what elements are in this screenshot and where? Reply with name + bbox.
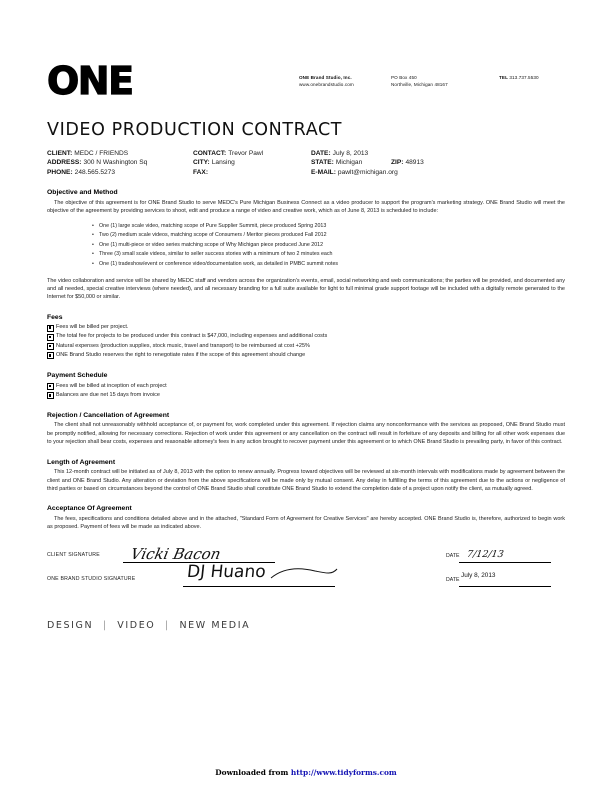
letterhead-tel-label: TEL: [499, 75, 508, 80]
one-brand-logo: ONE: [47, 59, 133, 103]
fees-item-text: The total fee for projects to be produced under this contract is $47,000, including expenses and additional costs: [56, 333, 328, 340]
fax-field: [193, 168, 311, 177]
signature-rows: [47, 544, 565, 574]
zip-value: 48913: [405, 159, 424, 167]
download-watermark: [0, 768, 612, 777]
payment-checkbox-list: [47, 382, 565, 400]
party-row-2: [47, 158, 565, 167]
fees-item-text: Natural expenses (production supplies, stock music, travel and transport) to be reimbursed at cost +25%: [56, 342, 310, 349]
letterhead-city-state-zip: Northville, Michigan 48167: [391, 81, 448, 87]
studio-signature-label: ONE BRAND STUDIO SIGNATURE: [47, 575, 136, 582]
watermark-url[interactable]: http://www.tidyforms.com: [290, 768, 397, 777]
list-item: • Two (2) medium scale videos, matching scope of Consumers / Meritor pieces produced Fall 2012: [99, 231, 565, 241]
address-field: [47, 158, 193, 167]
client-date-handwriting: 7/12/13: [466, 548, 505, 560]
zip-field: [391, 158, 424, 167]
payment-item-text: Fees will be billed at inception of each project: [56, 382, 167, 389]
list-item: [47, 391, 565, 400]
letterhead-contact-info: [299, 75, 565, 88]
checkbox-checked-icon[interactable]: [47, 325, 54, 332]
date-field: [311, 149, 419, 158]
checkbox-checked-icon[interactable]: [47, 392, 54, 399]
studio-signature-line[interactable]: [183, 586, 335, 587]
client-label: CLIENT:: [47, 150, 73, 157]
signature-block: [47, 544, 565, 604]
contract-sheet: [47, 59, 565, 631]
tagline-new-media: NEW MEDIA: [179, 619, 251, 631]
section-acceptance-of-agreement: [47, 504, 565, 531]
tagline-design: DESIGN: [47, 619, 94, 631]
city-field: [193, 158, 311, 167]
studio-signature-handwriting: DJ Huano: [185, 561, 267, 582]
date-line-2[interactable]: [459, 586, 551, 587]
party-information-block: [47, 149, 565, 177]
letterhead-address-column: [391, 75, 499, 88]
city-label: CITY:: [193, 159, 210, 167]
tagline-video: VIDEO: [117, 619, 156, 631]
address-label: ADDRESS:: [47, 159, 82, 167]
address-value: 300 N Washington Sq: [83, 159, 148, 167]
contact-value: Trevor Pawl: [228, 150, 264, 157]
date-label-2: DATE: [446, 576, 460, 583]
letterhead-website: www.onebrandstudio.com: [299, 81, 354, 87]
length-body: This 12-month contract will be initiated as of July 8, 2013 with the option to renew annually. Progress toward objectives will be reviewed at six-month intervals with modifications made by agreement between the client and ONE Brand Studio. Any alteration or deviation from the above specifications will be made only by mutual consent. Any delay in fulfilling the terms of this agreement due to the actions or negligence of third parties or based on circumstances beyond the control of ONE Brand Studio shall constitute ONE Brand Studio to extend the completion date of a project upon notify the client, as mutually agreed.: [47, 469, 565, 492]
fees-item-text: ONE Brand Studio reserves the right to renegotiate rates if the scope of this agreement should change: [56, 351, 306, 358]
city-value: Lansing: [211, 159, 235, 167]
section-objective-and-method: [47, 188, 565, 302]
date-value: July 8, 2013: [332, 150, 369, 157]
letterhead-phone-column: [499, 75, 565, 88]
contact-label: CONTACT:: [193, 150, 227, 157]
fax-label: FAX:: [193, 168, 209, 176]
checkbox-checked-icon[interactable]: [47, 343, 54, 350]
length-heading: Length of Agreement: [47, 458, 116, 466]
objective-closing-paragraph: The video collaboration and service will be shared by MEDC staff and vendors across the organization's events, email, social networking and web communications; the parties will be provided, and documented any and all needed, special creative interviews (where needed), and all necessary branding for a full suite available for light to full minimal grade support footage will be included with a digitally remote generated to the Internet for $50,000 or similar.: [47, 277, 565, 301]
list-item: • One (1) tradeshow/event or conference video/documentation work, as detailed in PMBC summit notes: [99, 260, 565, 270]
date-line-1[interactable]: [459, 562, 551, 563]
acceptance-body: The fees, specifications and conditions detailed above and in the attached, "Standard Form of Agreement for Creative Services" are hereby accepted. ONE Brand Studio is, therefore, authorized to begin work as proposed. Payment of fees will be made as indicated above.: [47, 515, 565, 531]
watermark-prefix: Downloaded from: [215, 768, 291, 777]
list-item: [47, 351, 565, 360]
section-fees: [47, 313, 565, 360]
list-item: [47, 342, 565, 351]
phone-label: PHONE:: [47, 168, 73, 176]
payment-item-text: Balances are due net 15 days from invoice: [56, 391, 160, 398]
section-rejection-cancellation: [47, 411, 565, 447]
list-item: [47, 332, 565, 341]
client-signature-handwriting: Vicki Bacon: [129, 544, 223, 563]
checkbox-checked-icon[interactable]: [47, 383, 54, 390]
list-item: • One (1) multi-piece or video series matching scope of Why Michigan piece produced June 2012: [99, 241, 565, 251]
email-value: pawlt@michigan.org: [337, 168, 398, 176]
letterhead-company-name: ONE Brand Studio, Inc.: [299, 75, 352, 80]
fees-item-text: Fees will be billed per project.: [56, 324, 129, 331]
contact-field: [193, 149, 311, 158]
email-field: [311, 168, 419, 177]
state-field: [311, 158, 391, 167]
phone-field: [47, 168, 193, 177]
studio-signature-row: [47, 561, 565, 604]
zip-label: ZIP:: [391, 159, 404, 167]
objective-body: The objective of this agreement is for ONE Brand Studio to serve MEDC's Pure Michigan Business Connect as a video producer to support the program's marketing strategy. ONE Brand Studio will meet the objective of the agreement by providing services to shoot, edit and produce a range of video and creative work, which as of June 8, 2013 is scheduled to include:: [47, 199, 565, 215]
list-item: [47, 323, 565, 332]
payment-schedule-heading: Payment Schedule: [47, 372, 108, 380]
state-value: Michigan: [335, 159, 363, 167]
client-value: MEDC / FRIENDS: [74, 150, 129, 157]
list-item: • One (1) large scale video, matching scope of Pure Supplier Summit, piece produced Spring 2013: [99, 222, 565, 232]
list-item: [47, 382, 565, 391]
party-row-3: [47, 168, 565, 177]
letterhead-tel-number: 313.737.5530: [509, 75, 539, 80]
state-label: STATE:: [311, 159, 334, 167]
date-label-1: DATE: [446, 552, 460, 559]
email-label: E-MAIL:: [311, 168, 336, 176]
objective-heading: Objective and Method: [47, 189, 118, 197]
date-label: DATE:: [311, 150, 331, 157]
client-field: [47, 149, 193, 158]
studio-date-value: July 8, 2013: [461, 571, 496, 579]
footer-tagline: [47, 620, 565, 631]
letterhead-company-column: [299, 75, 391, 88]
rejection-body: The client shall not unreasonably withhold acceptance of, or payment for, work completed under this agreement. If rejection claims any nonconformance with the services as proposed, ONE Brand Studio must be promptly notified, allowing for necessary corrections. Rejection of work under this agreement or any cancellation on the contract will result in forfeiture of any deposits and billing for all other work expenses due to your rejection shall bear costs, expenses and reasonable attorney's fees in any action brought to recover payment under this agreement or to which ONE Brand Studio is prevailing party, in favor of this contract.: [47, 422, 565, 446]
objective-deliverables-list: [47, 222, 565, 270]
list-item: • Three (3) small scale videos, similar to seller success stories with a minimum of two 2 minutes each: [99, 250, 565, 260]
page-title: VIDEO PRODUCTION CONTRACT: [47, 120, 343, 140]
checkbox-checked-icon[interactable]: [47, 334, 54, 341]
acceptance-heading: Acceptance Of Agreement: [47, 505, 132, 513]
fees-heading: Fees: [47, 313, 63, 321]
rejection-heading: Rejection / Cancellation of Agreement: [47, 411, 170, 419]
checkbox-checked-icon[interactable]: [47, 352, 54, 359]
phone-value: 248.565.5273: [74, 168, 115, 176]
letterhead: [47, 59, 565, 106]
fees-checkbox-list: [47, 323, 565, 360]
section-length-of-agreement: [47, 458, 565, 494]
letterhead-po-box: PO Box 450: [391, 75, 417, 80]
tagline-separator: |: [165, 619, 170, 631]
tagline-separator: |: [102, 619, 108, 631]
client-signature-label: CLIENT SIGNATURE: [47, 551, 100, 558]
section-payment-schedule: [47, 371, 565, 400]
party-row-1: [47, 149, 565, 158]
